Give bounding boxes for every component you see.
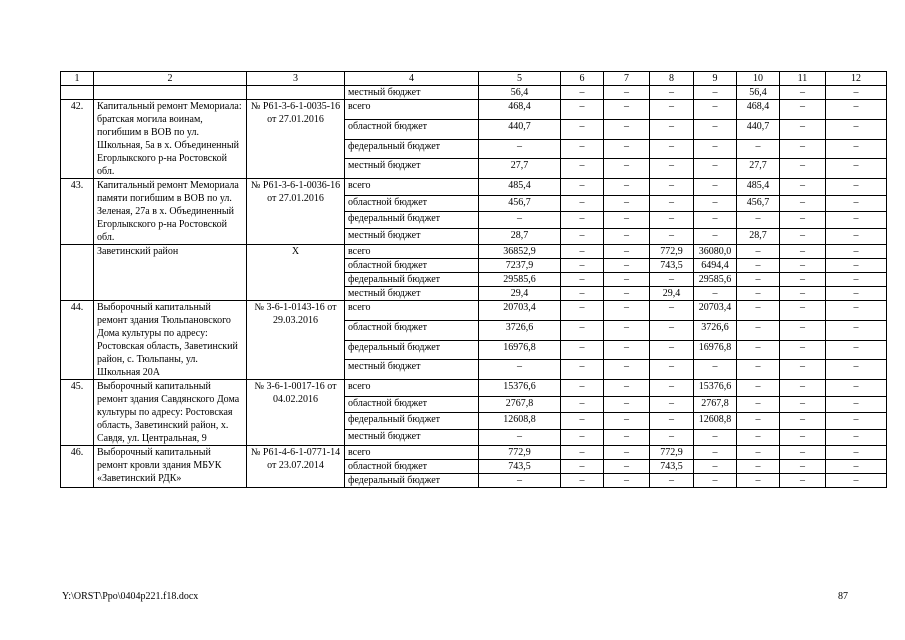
- value-cell: –: [604, 474, 650, 488]
- value-cell: –: [826, 413, 887, 430]
- value-cell: –: [650, 301, 694, 321]
- value-cell: –: [650, 474, 694, 488]
- value-cell: –: [780, 287, 826, 301]
- value-cell: 772,9: [479, 446, 561, 460]
- value-cell: –: [604, 159, 650, 179]
- row-number: 42.: [61, 100, 94, 179]
- value-cell: –: [561, 119, 604, 139]
- value-cell: 36852,9: [479, 245, 561, 259]
- funding-source: областной бюджет: [345, 396, 479, 413]
- row-number: 44.: [61, 301, 94, 380]
- value-cell: –: [650, 396, 694, 413]
- value-cell: –: [604, 320, 650, 340]
- value-cell: –: [694, 287, 737, 301]
- funding-source: местный бюджет: [345, 429, 479, 446]
- column-header: 7: [604, 72, 650, 86]
- value-cell: –: [604, 119, 650, 139]
- value-cell: –: [604, 429, 650, 446]
- funding-source: областной бюджет: [345, 460, 479, 474]
- value-cell: 27,7: [479, 159, 561, 179]
- value-cell: –: [694, 474, 737, 488]
- value-cell: –: [650, 179, 694, 196]
- value-cell: 743,5: [650, 460, 694, 474]
- value-cell: 16976,8: [479, 340, 561, 360]
- table-row: [61, 100, 887, 120]
- value-cell: –: [604, 139, 650, 159]
- row-number: 46.: [61, 446, 94, 488]
- value-cell: 28,7: [479, 228, 561, 245]
- value-cell: –: [780, 179, 826, 196]
- value-cell: –: [604, 195, 650, 212]
- funding-source: всего: [345, 301, 479, 321]
- value-cell: –: [561, 228, 604, 245]
- value-cell: –: [780, 429, 826, 446]
- value-cell: 27,7: [737, 159, 780, 179]
- value-cell: –: [737, 245, 780, 259]
- value-cell: –: [737, 396, 780, 413]
- row-number: 45.: [61, 380, 94, 446]
- value-cell: –: [650, 195, 694, 212]
- value-cell: –: [780, 159, 826, 179]
- table-header-row: [61, 72, 887, 86]
- funding-source: областной бюджет: [345, 259, 479, 273]
- value-cell: –: [694, 86, 737, 100]
- funding-source: федеральный бюджет: [345, 340, 479, 360]
- value-cell: –: [561, 340, 604, 360]
- funding-source: местный бюджет: [345, 360, 479, 380]
- value-cell: 440,7: [737, 119, 780, 139]
- value-cell: –: [604, 413, 650, 430]
- value-cell: –: [694, 446, 737, 460]
- value-cell: –: [561, 474, 604, 488]
- document-ref: № 3-6-1-0017-16 от 04.02.2016: [247, 380, 345, 446]
- value-cell: –: [650, 100, 694, 120]
- object-name: Выборочный капитальный ремонт здания Тюльпановского Дома культуры по адресу: Ростовская область, Заветинский район, с. Тюльпаны, ул. Школьная 20А: [94, 301, 247, 380]
- value-cell: –: [780, 413, 826, 430]
- value-cell: –: [826, 287, 887, 301]
- value-cell: 7237,9: [479, 259, 561, 273]
- value-cell: –: [604, 380, 650, 397]
- value-cell: –: [780, 139, 826, 159]
- object-name: Заветинский район: [94, 245, 247, 301]
- funding-source: федеральный бюджет: [345, 212, 479, 229]
- value-cell: –: [826, 86, 887, 100]
- value-cell: 456,7: [479, 195, 561, 212]
- document-ref: № Р61-3-6-1-0035-16 от 27.01.2016: [247, 100, 345, 179]
- value-cell: –: [650, 119, 694, 139]
- value-cell: –: [561, 195, 604, 212]
- value-cell: –: [737, 212, 780, 229]
- funding-source: областной бюджет: [345, 119, 479, 139]
- value-cell: –: [650, 273, 694, 287]
- value-cell: –: [650, 228, 694, 245]
- value-cell: –: [780, 212, 826, 229]
- value-cell: –: [604, 301, 650, 321]
- value-cell: –: [604, 360, 650, 380]
- value-cell: –: [826, 273, 887, 287]
- footer-file-path: Y:\ORST\Ppo\0404p221.f18.docx: [62, 591, 199, 602]
- value-cell: –: [780, 228, 826, 245]
- column-header: 3: [247, 72, 345, 86]
- value-cell: 29,4: [650, 287, 694, 301]
- value-cell: –: [561, 460, 604, 474]
- funding-source: местный бюджет: [345, 159, 479, 179]
- value-cell: –: [737, 474, 780, 488]
- value-cell: –: [780, 446, 826, 460]
- value-cell: –: [694, 195, 737, 212]
- value-cell: –: [561, 100, 604, 120]
- value-cell: –: [780, 119, 826, 139]
- value-cell: –: [826, 119, 887, 139]
- value-cell: –: [604, 179, 650, 196]
- table-row: [61, 86, 887, 100]
- value-cell: –: [561, 259, 604, 273]
- value-cell: –: [694, 360, 737, 380]
- value-cell: –: [737, 460, 780, 474]
- value-cell: 56,4: [737, 86, 780, 100]
- value-cell: –: [694, 100, 737, 120]
- column-header: 5: [479, 72, 561, 86]
- column-header: 11: [780, 72, 826, 86]
- table-row: [61, 245, 887, 259]
- object-name: Капитальный ремонт Мемориала: братская могила воинам, погибшим в ВОВ по ул. Школьная, 5а в х. Объединенный Егорлыкского р-на Ростовской обл.: [94, 100, 247, 179]
- funding-source: всего: [345, 446, 479, 460]
- row-number: 43.: [61, 179, 94, 245]
- value-cell: –: [780, 301, 826, 321]
- column-header: 10: [737, 72, 780, 86]
- value-cell: –: [561, 380, 604, 397]
- value-cell: –: [604, 228, 650, 245]
- page-number: 87: [838, 591, 848, 602]
- value-cell: 3726,6: [479, 320, 561, 340]
- row-number: [61, 245, 94, 301]
- value-cell: –: [826, 429, 887, 446]
- value-cell: –: [780, 340, 826, 360]
- value-cell: –: [826, 340, 887, 360]
- value-cell: –: [826, 446, 887, 460]
- value-cell: 468,4: [737, 100, 780, 120]
- value-cell: –: [561, 159, 604, 179]
- value-cell: –: [826, 396, 887, 413]
- value-cell: –: [694, 460, 737, 474]
- value-cell: –: [826, 380, 887, 397]
- funding-source: федеральный бюджет: [345, 474, 479, 488]
- value-cell: 3726,6: [694, 320, 737, 340]
- value-cell: –: [694, 429, 737, 446]
- document-ref: № Р61-4-6-1-0771-14 от 23.07.2014: [247, 446, 345, 488]
- funding-source: федеральный бюджет: [345, 413, 479, 430]
- value-cell: –: [604, 340, 650, 360]
- value-cell: –: [604, 287, 650, 301]
- value-cell: –: [780, 360, 826, 380]
- value-cell: –: [650, 139, 694, 159]
- document-ref: № 3-6-1-0143-16 от 29.03.2016: [247, 301, 345, 380]
- value-cell: –: [604, 86, 650, 100]
- column-header: 2: [94, 72, 247, 86]
- value-cell: –: [561, 301, 604, 321]
- value-cell: –: [650, 413, 694, 430]
- value-cell: –: [737, 273, 780, 287]
- value-cell: –: [561, 179, 604, 196]
- value-cell: 485,4: [479, 179, 561, 196]
- value-cell: –: [604, 245, 650, 259]
- value-cell: –: [737, 360, 780, 380]
- value-cell: –: [826, 139, 887, 159]
- value-cell: –: [780, 320, 826, 340]
- value-cell: –: [780, 245, 826, 259]
- value-cell: –: [737, 429, 780, 446]
- value-cell: 468,4: [479, 100, 561, 120]
- document-ref: № Р61-3-6-1-0036-16 от 27.01.2016: [247, 179, 345, 245]
- value-cell: –: [780, 259, 826, 273]
- value-cell: 743,5: [479, 460, 561, 474]
- value-cell: –: [561, 396, 604, 413]
- value-cell: –: [780, 380, 826, 397]
- value-cell: –: [604, 396, 650, 413]
- empty-cell: [61, 86, 94, 100]
- value-cell: –: [826, 259, 887, 273]
- value-cell: 2767,8: [479, 396, 561, 413]
- column-header: 1: [61, 72, 94, 86]
- value-cell: –: [650, 340, 694, 360]
- value-cell: 2767,8: [694, 396, 737, 413]
- funding-source: местный бюджет: [345, 86, 479, 100]
- value-cell: –: [561, 320, 604, 340]
- value-cell: –: [780, 86, 826, 100]
- value-cell: –: [780, 460, 826, 474]
- value-cell: –: [650, 159, 694, 179]
- value-cell: –: [479, 429, 561, 446]
- value-cell: –: [604, 212, 650, 229]
- value-cell: –: [650, 380, 694, 397]
- value-cell: –: [694, 179, 737, 196]
- column-header: 9: [694, 72, 737, 86]
- funding-source: всего: [345, 245, 479, 259]
- value-cell: –: [561, 360, 604, 380]
- funding-source: федеральный бюджет: [345, 139, 479, 159]
- value-cell: –: [826, 460, 887, 474]
- value-cell: –: [737, 413, 780, 430]
- value-cell: –: [604, 446, 650, 460]
- value-cell: –: [737, 259, 780, 273]
- table-row: [61, 380, 887, 397]
- value-cell: –: [826, 212, 887, 229]
- value-cell: –: [604, 100, 650, 120]
- column-header: 8: [650, 72, 694, 86]
- value-cell: –: [479, 139, 561, 159]
- value-cell: –: [780, 474, 826, 488]
- object-name: Выборочный капитальный ремонт здания Савдянского Дома культуры по адресу: Ростовская область, Заветинский район, х. Савдя, ул. Центральная, 9: [94, 380, 247, 446]
- value-cell: 16976,8: [694, 340, 737, 360]
- value-cell: –: [561, 413, 604, 430]
- value-cell: 20703,4: [694, 301, 737, 321]
- value-cell: 29585,6: [479, 273, 561, 287]
- value-cell: –: [826, 320, 887, 340]
- value-cell: –: [650, 360, 694, 380]
- funding-source: областной бюджет: [345, 320, 479, 340]
- value-cell: –: [737, 446, 780, 460]
- value-cell: 29,4: [479, 287, 561, 301]
- value-cell: –: [650, 320, 694, 340]
- value-cell: –: [780, 396, 826, 413]
- value-cell: –: [694, 159, 737, 179]
- value-cell: –: [650, 86, 694, 100]
- value-cell: –: [479, 360, 561, 380]
- value-cell: 12608,8: [694, 413, 737, 430]
- table-row: [61, 179, 887, 196]
- value-cell: –: [694, 212, 737, 229]
- value-cell: –: [826, 360, 887, 380]
- funding-source: местный бюджет: [345, 287, 479, 301]
- value-cell: –: [737, 380, 780, 397]
- value-cell: –: [604, 273, 650, 287]
- value-cell: –: [826, 245, 887, 259]
- object-name: Выборочный капитальный ремонт кровли здания МБУК «Заветинский РДК»: [94, 446, 247, 488]
- value-cell: –: [826, 179, 887, 196]
- funding-source: всего: [345, 100, 479, 120]
- value-cell: –: [650, 212, 694, 229]
- object-name: Капитальный ремонт Мемориала памяти погибшим в ВОВ по ул. Зеленая, 27а в х. Объединенный Егорлыкского р-на Ростовской обл.: [94, 179, 247, 245]
- table-row: [61, 446, 887, 460]
- value-cell: –: [780, 195, 826, 212]
- value-cell: 56,4: [479, 86, 561, 100]
- value-cell: –: [826, 100, 887, 120]
- value-cell: –: [737, 287, 780, 301]
- column-header: 4: [345, 72, 479, 86]
- value-cell: –: [561, 212, 604, 229]
- funding-source: всего: [345, 179, 479, 196]
- value-cell: –: [604, 460, 650, 474]
- value-cell: 28,7: [737, 228, 780, 245]
- value-cell: –: [650, 429, 694, 446]
- value-cell: –: [561, 139, 604, 159]
- value-cell: –: [826, 159, 887, 179]
- value-cell: –: [694, 228, 737, 245]
- column-header: 6: [561, 72, 604, 86]
- value-cell: –: [694, 119, 737, 139]
- value-cell: –: [561, 245, 604, 259]
- value-cell: 440,7: [479, 119, 561, 139]
- value-cell: 6494,4: [694, 259, 737, 273]
- value-cell: –: [561, 429, 604, 446]
- value-cell: –: [737, 320, 780, 340]
- value-cell: –: [737, 340, 780, 360]
- value-cell: –: [737, 139, 780, 159]
- value-cell: –: [561, 86, 604, 100]
- value-cell: –: [737, 301, 780, 321]
- value-cell: –: [604, 259, 650, 273]
- empty-cell: [247, 86, 345, 100]
- funding-source: всего: [345, 380, 479, 397]
- document-ref: X: [247, 245, 345, 301]
- budget-table: [60, 71, 887, 488]
- value-cell: –: [780, 273, 826, 287]
- value-cell: –: [561, 273, 604, 287]
- value-cell: –: [561, 446, 604, 460]
- value-cell: 15376,6: [479, 380, 561, 397]
- value-cell: 772,9: [650, 245, 694, 259]
- table-row: [61, 301, 887, 321]
- value-cell: –: [826, 228, 887, 245]
- value-cell: –: [561, 287, 604, 301]
- column-header: 12: [826, 72, 887, 86]
- funding-source: областной бюджет: [345, 195, 479, 212]
- funding-source: местный бюджет: [345, 228, 479, 245]
- empty-cell: [94, 86, 247, 100]
- value-cell: 20703,4: [479, 301, 561, 321]
- value-cell: –: [826, 301, 887, 321]
- value-cell: 12608,8: [479, 413, 561, 430]
- value-cell: –: [479, 474, 561, 488]
- value-cell: 15376,6: [694, 380, 737, 397]
- value-cell: 29585,6: [694, 273, 737, 287]
- value-cell: 772,9: [650, 446, 694, 460]
- value-cell: 485,4: [737, 179, 780, 196]
- value-cell: –: [479, 212, 561, 229]
- value-cell: –: [826, 474, 887, 488]
- value-cell: –: [826, 195, 887, 212]
- value-cell: 743,5: [650, 259, 694, 273]
- value-cell: –: [694, 139, 737, 159]
- value-cell: 456,7: [737, 195, 780, 212]
- value-cell: –: [780, 100, 826, 120]
- funding-source: федеральный бюджет: [345, 273, 479, 287]
- value-cell: 36080,0: [694, 245, 737, 259]
